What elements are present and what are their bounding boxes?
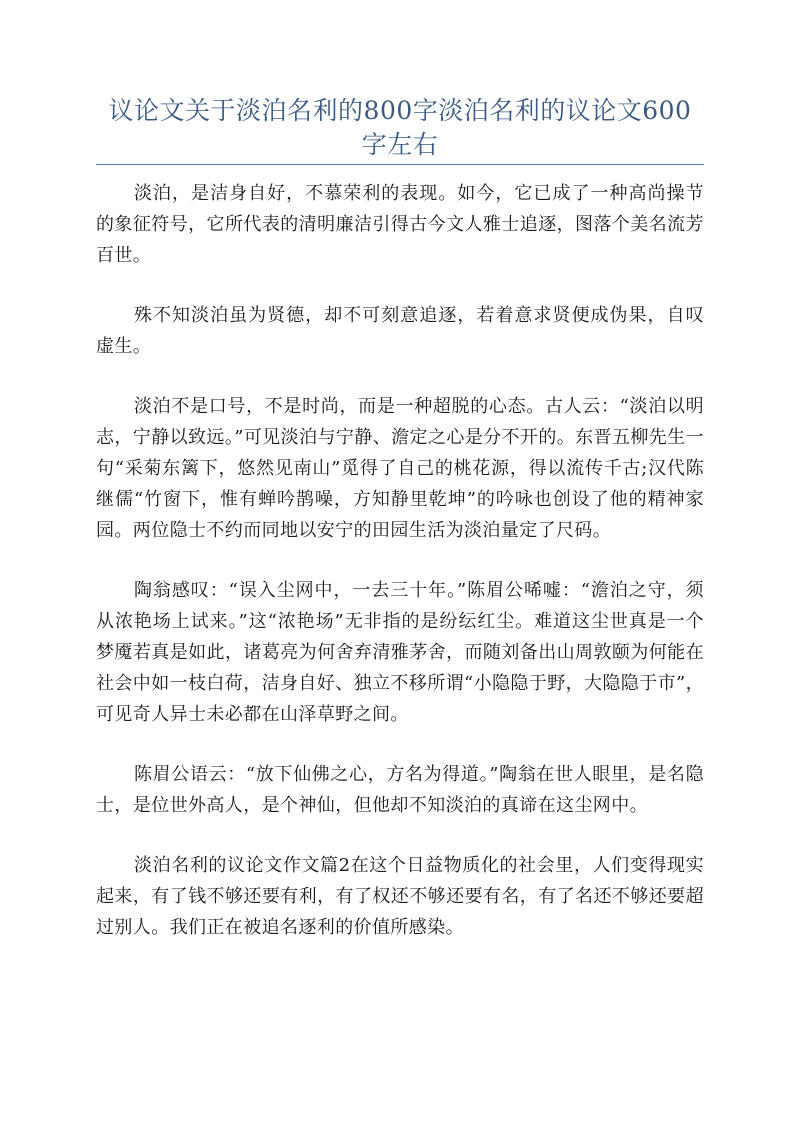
paragraph: 陈眉公语云：“放下仙佛之心，方名为得道。”陶翁在世人眼里，是名隐士，是位世外高人，是个神仙，但他却不知淡泊的真谛在这尘网中。 [96, 764, 704, 816]
title-divider [96, 164, 704, 165]
paragraph: 淡泊，是洁身自好，不慕荣利的表现。如今，它已成了一种高尚操节的象征符号，它所代表的清明廉洁引得古今文人雅士追逐，图落个美名流芳百世。 [96, 183, 704, 266]
paragraph: 陶翁感叹：“误入尘网中，一去三十年。”陈眉公唏嘘：“澹泊之守，须从浓艳场上试来。”这“浓艳场”无非指的是纷纭红尘。难道这尘世真是一个梦魇若真是如此，诸葛亮为何舍弃清雅茅舍，而随刘备出山周敦颐为何能在社会中如一枝白荷，洁身自好、独立不移所谓“小隐隐于野，大隐隐于市”，可见奇人异士未必都在山泽草野之间。 [96, 580, 705, 725]
document-body [96, 178, 704, 972]
paragraph: 淡泊名利的议论文作文篇2在这个日益物质化的社会里，人们变得现实起来，有了钱不够还要有利，有了权还不够还要有名，有了名还不够还要超过别人。我们正在被追名逐利的价值所感染。 [96, 855, 704, 938]
paragraph: 殊不知淡泊虽为贤德，却不可刻意追逐，若着意求贤便成伪果，自叹虚生。 [96, 305, 704, 357]
paragraph: 淡泊不是口号，不是时尚，而是一种超脱的心态。古人云：“淡泊以明志，宁静以致远。”可见淡泊与宁静、澹定之心是分不开的。东晋五柳先生一句“采菊东篱下，悠然见南山”觅得了自己的桃花源，得以流传千古;汉代陈继儒“竹窗下，惟有蝉吟鹊噪，方知静里乾坤”的吟咏也创设了他的精神家园。两位隐士不约而同地以安宁的田园生活为淡泊量定了尺码。 [96, 396, 704, 541]
document-title: 议论文关于淡泊名利的800字淡泊名利的议论文600字左右 [108, 96, 692, 159]
